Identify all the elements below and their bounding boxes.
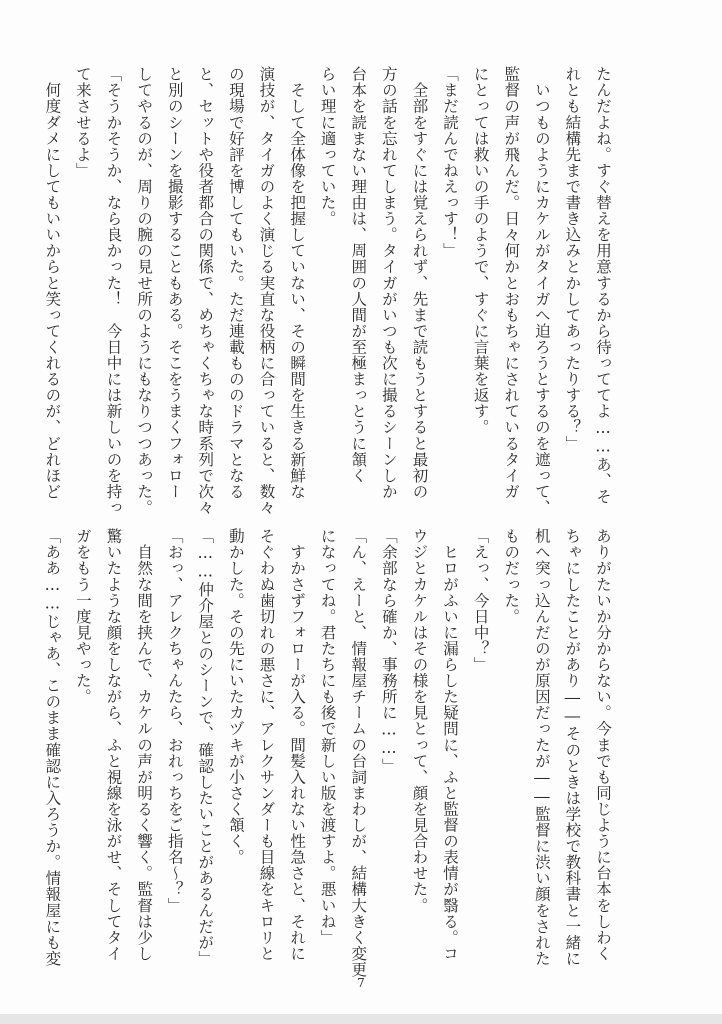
text-column: ちゃにしたことがあり――そのときは学校で教科書と一緒に (563, 528, 582, 967)
text-column: 「まだ読んでねえっす！」 (441, 66, 460, 259)
text-column: て来させるよ」 (73, 66, 92, 179)
page-number: 7 (357, 976, 365, 990)
text-column: と、セットや役者都合の関係で、めちゃくちゃな時系列で次々 (196, 66, 215, 516)
text-column: 「……仲介屋とのシーンで、確認したいことがあるんだが」 (196, 528, 215, 967)
text-column: 「ああ……じゃあ、このまま確認に入ろうか。情報屋にも変 (43, 528, 62, 967)
text-block-top (37, 66, 618, 516)
text-column: 机へ突っ込んだのが原因だったが――監督に渋い顔をされた (532, 528, 551, 967)
text-column: らい理に適っていた。 (318, 66, 337, 227)
text-column: にとっては救いの手のようで、すぐに言葉を返す。 (471, 66, 490, 436)
text-column: ウジとカケルはその様を見とって、顔を見合わせた。 (410, 528, 429, 914)
text-column: 台本を読まない理由は、周囲の人間が至極まっとうに頷く (349, 66, 368, 484)
text-column: ヒロがふいに漏らした疑問に、ふと監督の表情が翳る。コ (441, 528, 460, 962)
text-column: れとも結構先まで書き込みとかしてあったりする？」 (563, 66, 582, 452)
text-column: 「余部なら確か、事務所に……」 (379, 528, 398, 774)
text-column: ものだった。 (502, 528, 521, 625)
text-column: 方の話を忘れてしまう。タイガがいつも次に撮るシーンしか (379, 66, 398, 500)
text-block-bottom (37, 528, 618, 978)
text-column: と別のシーンを撮影することもある。そこをうまくフォロー (165, 66, 184, 500)
text-column: 自然な間を挟んで、カケルの声が明るく響く。監督は少し (135, 528, 154, 962)
text-column: 全部をすぐには覚えられず、先まで読もうとすると最初の (410, 66, 429, 500)
text-column: いつものようにカケルがタイガへ迫ろうとするのを遮って、 (532, 66, 551, 516)
text-column: 何度ダメにしてもいいからと笑ってくれるのが、どれほど (43, 66, 62, 500)
text-column: 驚いたような顔をしながら、ふと視線を泳がせ、そしてタイ (104, 528, 123, 962)
text-column: そぐわぬ歯切れの悪さに、アレクサンダーも目線をキロリと (257, 528, 276, 962)
text-column: 監督の声が飛んだ。日々何かとおもちゃにされているタイガ (502, 66, 521, 500)
text-column: 動かした。その先にいたカヅキが小さく頷く。 (226, 528, 245, 866)
text-column: の現場で好評を博してもいた。ただ連載もののドラマとなる (226, 66, 245, 500)
text-column: 「ん、えーと、情報屋チームの台詞まわしが、結構大きく変更 (349, 528, 368, 978)
text-column: すかさずフォローが入る。間髪入れない性急さと、それに (288, 528, 307, 962)
text-column: 演技が、タイガのよく演じる実直な役柄に合っていると、数々 (257, 66, 276, 516)
text-column: 「えっ、今日中？」 (471, 528, 490, 673)
text-column: 「そうかそうか、なら良かった！ 今日中には新しいのを持っ (104, 66, 123, 516)
text-column: ガをもう一度見やった。 (73, 528, 92, 705)
text-column: 「おっ、アレクちゃんたら、おれっちをご指名～？」 (165, 528, 184, 914)
page-bottom-edge (0, 1014, 722, 1024)
text-column: してやるのが、周りの腕の見せ所のようにもなりつつあった。 (135, 66, 154, 516)
text-column: そして全体像を把握していない、その瞬間を生きる新鮮な (288, 66, 307, 500)
text-column: になってね。君たちにも後で新しい版を渡すよ。悪いね」 (318, 528, 337, 946)
text-column: ありがたいか分からない。今までも同じように台本をしわく (594, 528, 612, 962)
text-column: たんだよね。すぐ替えを用意するから待っててよ……あ、そ (594, 66, 612, 505)
